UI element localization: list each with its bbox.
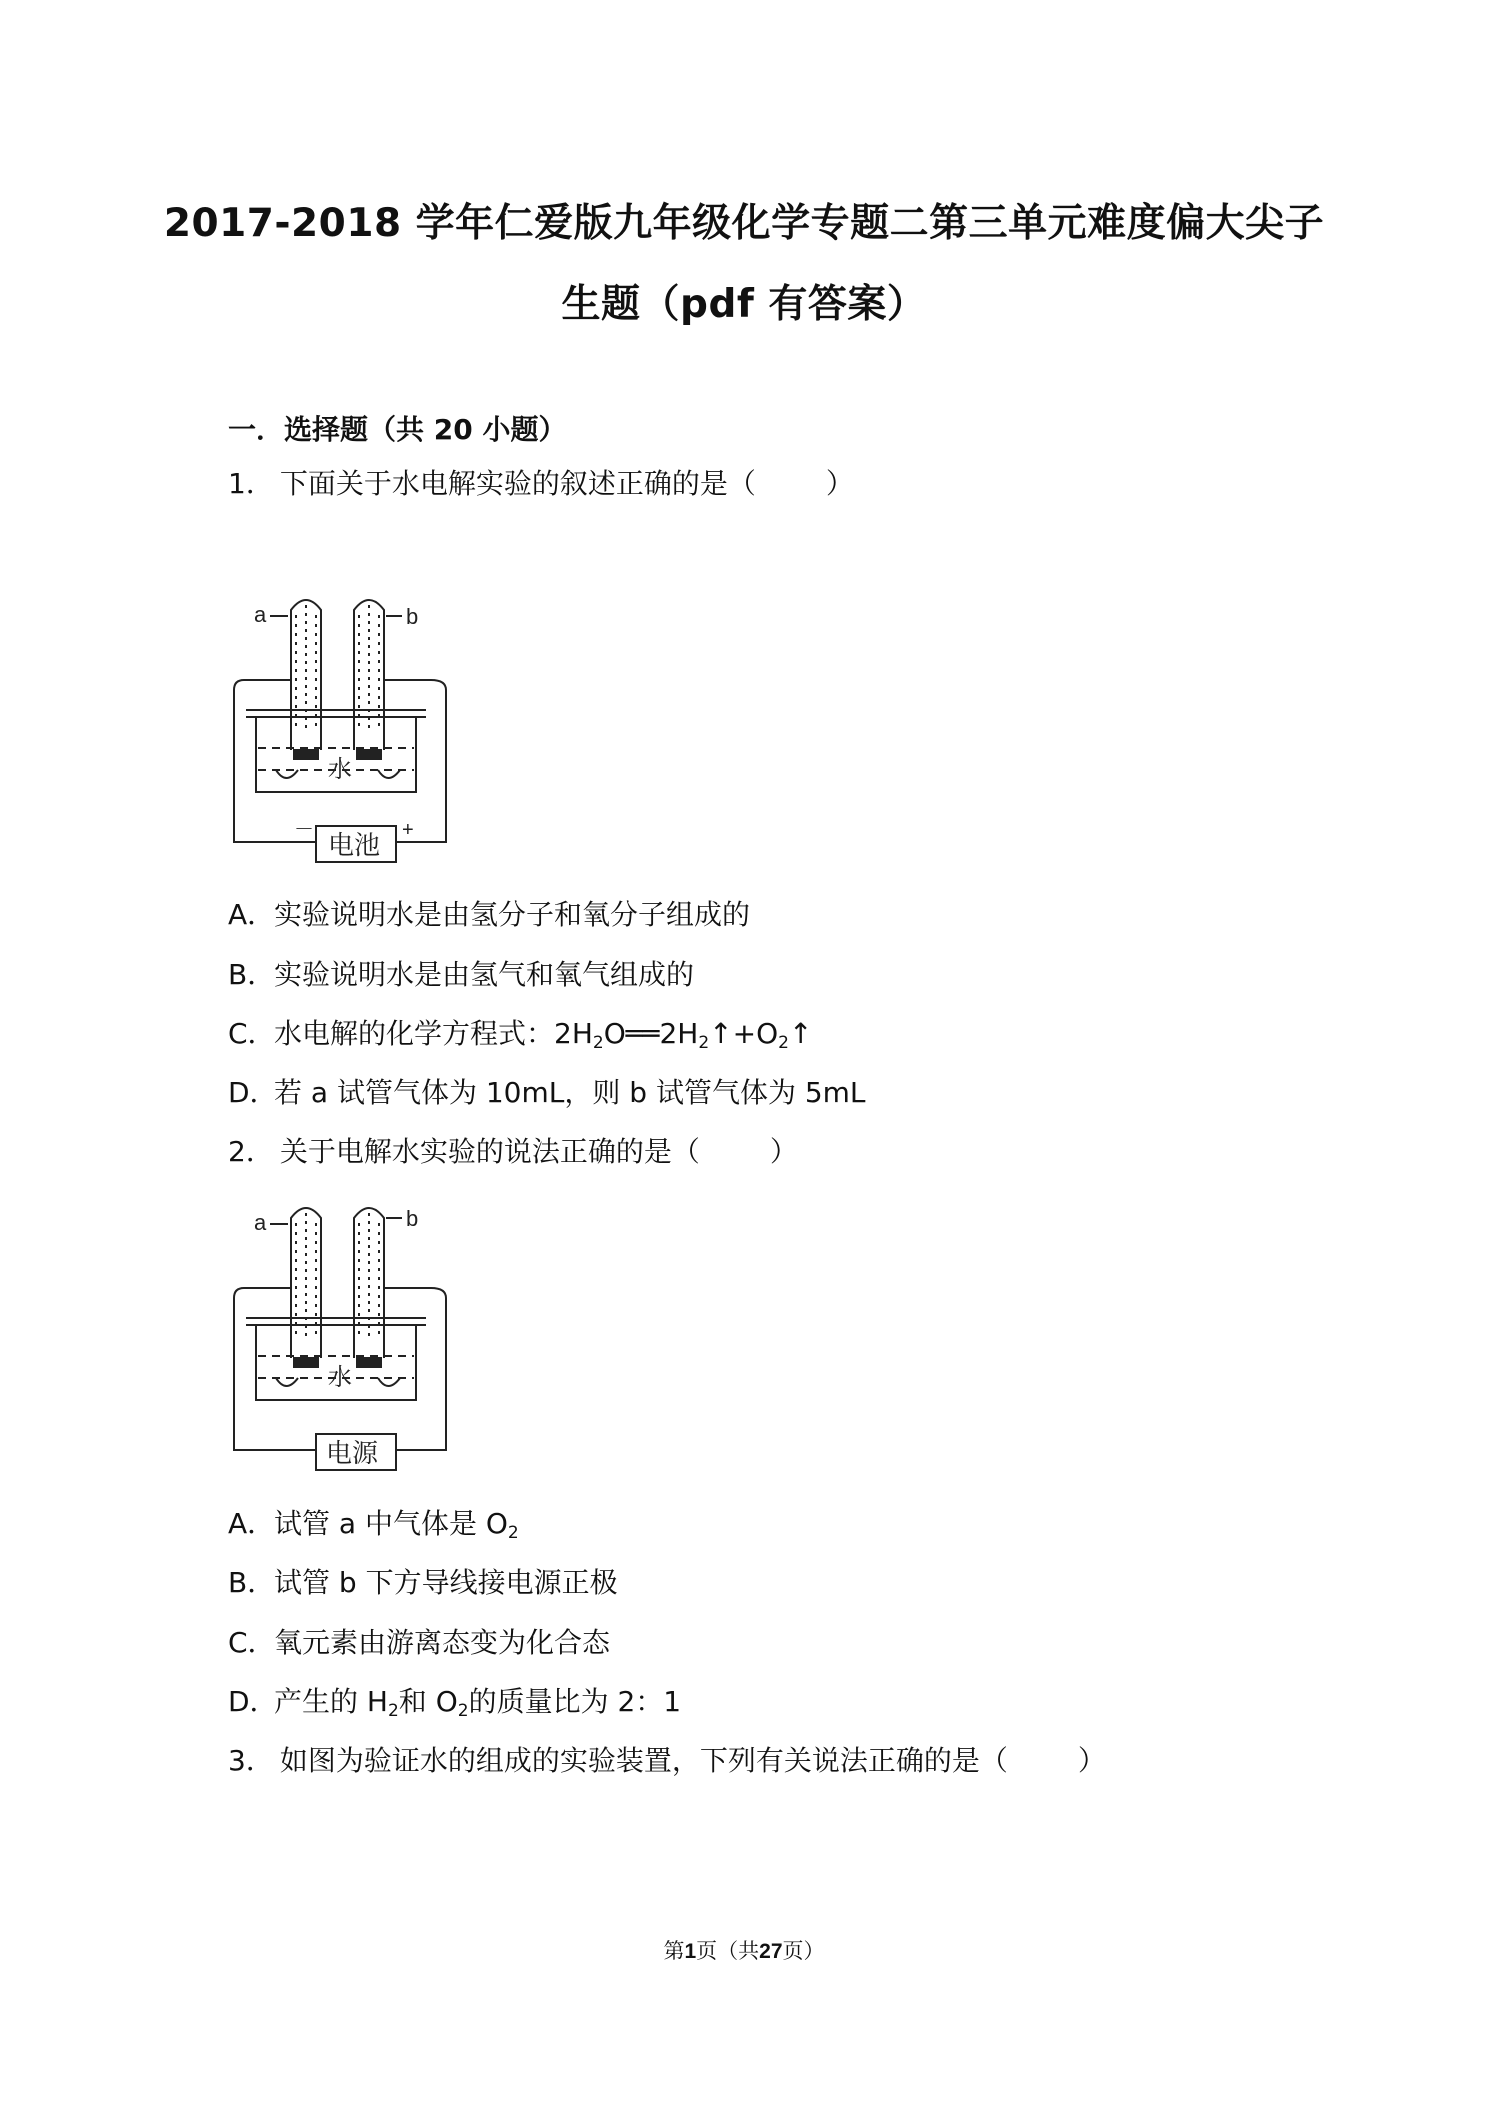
question-number: 3． [228, 1744, 274, 1777]
option-text: 实验说明水是由氢气和氧气组成的 [274, 958, 695, 991]
q2-option-c [228, 1621, 610, 1661]
option-text: 试管 a 中气体是 $O_2$ [274, 1507, 519, 1543]
doc-title-line1: 2017-2018 学年仁爱版九年级化学专题二第三单元难度偏大尖子 [163, 201, 1325, 246]
option-text: 氧元素由游离态变为化合态 [274, 1626, 611, 1659]
q1-option-a [228, 893, 750, 933]
question-paren-end: ） [825, 467, 854, 500]
option-letter: C． [228, 1017, 276, 1050]
question-text: 如图为验证水的组成的实验装置，下列有关说法正确的是（ [279, 1744, 1008, 1777]
page-footer: 第1页（共27页） [663, 1939, 825, 1963]
question-number: 1． [228, 467, 274, 500]
option-letter: A． [228, 1507, 276, 1540]
q2-option-d [228, 1680, 681, 1720]
power-source-label: 电源 [326, 1438, 379, 1468]
option-text: 试管 b 下方导线接电源正极 [274, 1566, 618, 1599]
question-number: 2． [228, 1135, 274, 1168]
option-letter: A． [228, 898, 276, 931]
tube-a-label: a [254, 602, 267, 627]
q1-option-d [228, 1071, 866, 1111]
question-paren-end: ） [1077, 1744, 1106, 1777]
option-letter: C． [228, 1626, 276, 1659]
option-letter: B． [228, 958, 276, 991]
option-text: 实验说明水是由氢分子和氧分子组成的 [274, 898, 751, 931]
water-label: 水 [328, 1364, 352, 1391]
tube-b-label: b [406, 1206, 419, 1231]
q1-option-c [228, 1012, 812, 1052]
figure-electrolysis-power [226, 1198, 466, 1478]
question-text: 关于电解水实验的说法正确的是（ [279, 1135, 700, 1168]
option-letter: D． [228, 1685, 278, 1718]
option-letter: D． [228, 1076, 278, 1109]
question-paren-end: ） [769, 1135, 798, 1168]
option-text: 水电解的化学方程式：$2H_2O══2H_2↑+O_2↑$ [274, 1017, 813, 1053]
battery-label: 电池 [328, 830, 381, 860]
plus-sign: + [402, 819, 414, 841]
option-text: 产生的 $H_2$和 $O_2$的质量比为 2：1 [274, 1685, 682, 1721]
option-letter: B． [228, 1566, 276, 1599]
page-number: 1 [684, 1940, 697, 1963]
page-total: 27 [759, 1940, 783, 1963]
figure-electrolysis-battery [226, 590, 466, 870]
question-text: 下面关于水电解实验的叙述正确的是（ [279, 467, 756, 500]
tube-a-label: a [254, 1210, 267, 1235]
section-heading: 一．选择题（共 20 小题） [228, 413, 567, 446]
question-3-stem [228, 1739, 1106, 1779]
question-1-stem [228, 462, 854, 502]
option-text: 若 a 试管气体为 10mL，则 b 试管气体为 5mL [274, 1076, 866, 1109]
tube-b-label: b [406, 604, 419, 629]
q2-option-a [228, 1502, 519, 1542]
question-2-stem [228, 1130, 798, 1170]
minus-sign: － [294, 819, 314, 841]
q2-option-b [228, 1561, 618, 1601]
water-label: 水 [328, 756, 352, 783]
q1-option-b [228, 953, 694, 993]
doc-title-line2: 生题（pdf 有答案） [561, 282, 927, 327]
